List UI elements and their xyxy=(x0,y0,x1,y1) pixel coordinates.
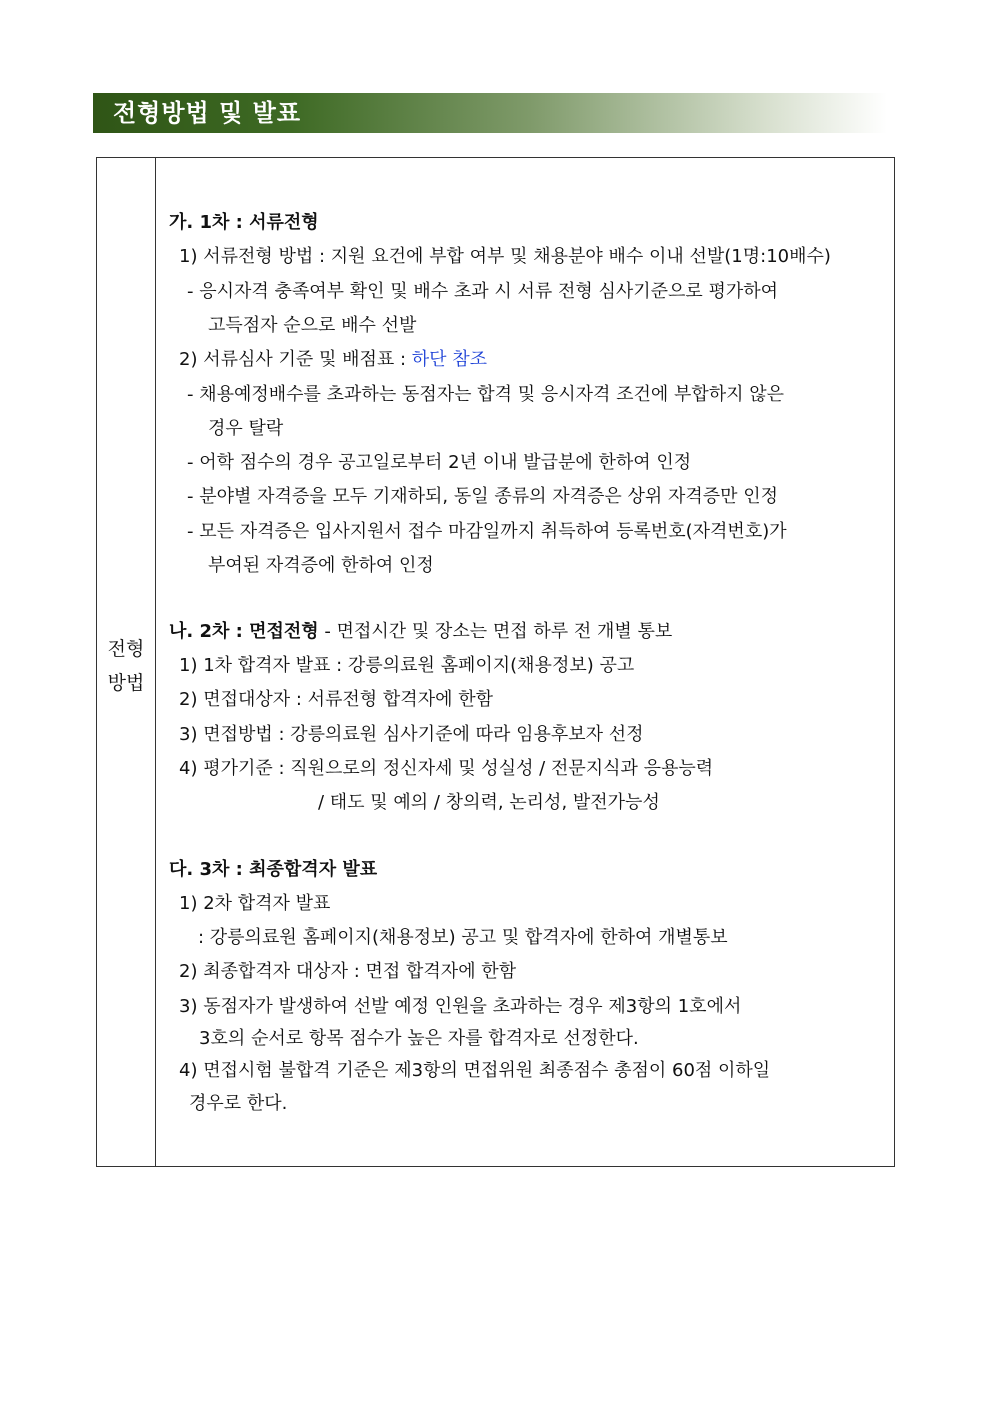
section-title: 전형방법 및 발표 xyxy=(113,99,301,127)
section-ga-item: 2) 서류심사 기준 및 배점표 : 하단 참조 xyxy=(179,349,488,370)
section-ga-item: 경우 탈락 xyxy=(208,418,284,439)
section-na-heading: 나. 2차 : 면접전형 - 면접시간 및 장소는 면접 하루 전 개별 통보 xyxy=(169,621,673,642)
section-ga-heading: 가. 1차 : 서류전형 xyxy=(169,212,319,233)
section-na-item: 4) 평가기준 : 직원으로의 정신자세 및 성실성 / 전문지식과 응용능력 xyxy=(179,758,714,779)
section-da-heading: 다. 3차 : 최종합격자 발표 xyxy=(169,859,378,880)
section-title-banner xyxy=(93,93,887,133)
section-da-item: 3) 동점자가 발생하여 선발 예정 인원을 초과하는 경우 제3항의 1호에서 xyxy=(179,996,742,1017)
section-ga-item: 부여된 자격증에 한하여 인정 xyxy=(208,555,434,576)
section-na-item: / 태도 및 예의 / 창의력, 논리성, 발전가능성 xyxy=(318,792,660,813)
section-na-item: 3) 면접방법 : 강릉의료원 심사기준에 따라 임용후보자 선정 xyxy=(179,724,644,745)
section-da-item: 3호의 순서로 항목 점수가 높은 자를 합격자로 선정한다. xyxy=(199,1028,639,1049)
content-cell xyxy=(156,158,894,1166)
row-label-cell xyxy=(97,158,156,1166)
section-da-item: 1) 2차 합격자 발표 xyxy=(179,893,331,914)
section-ga-item: - 모든 자격증은 입사지원서 접수 마감일까지 취득하여 등록번호(자격번호)가 xyxy=(187,521,787,542)
section-ga-item: - 분야별 자격증을 모두 기재하되, 동일 종류의 자격증은 상위 자격증만 인정 xyxy=(187,486,779,507)
section-da-item: 경우로 한다. xyxy=(189,1093,288,1114)
reference-link: 하단 참조 xyxy=(411,349,488,370)
section-da-item: 4) 면접시험 불합격 기준은 제3항의 면접위원 최종점수 총점이 60점 이하일 xyxy=(179,1060,771,1081)
section-na-item: 2) 면접대상자 : 서류전형 합격자에 한함 xyxy=(179,689,493,710)
section-ga-item: 고득점자 순으로 배수 선발 xyxy=(208,315,417,336)
row-label: 전형 방법 xyxy=(107,638,145,694)
section-ga-item: - 어학 점수의 경우 공고일로부터 2년 이내 발급분에 한하여 인정 xyxy=(187,452,692,473)
section-na-item: 1) 1차 합격자 발표 : 강릉의료원 홈페이지(채용정보) 공고 xyxy=(179,655,635,676)
selection-method-table xyxy=(96,157,895,1167)
section-ga-item: - 채용예정배수를 초과하는 동점자는 합격 및 응시자격 조건에 부합하지 않은 xyxy=(187,384,785,405)
section-da-item: 2) 최종합격자 대상자 : 면접 합격자에 한함 xyxy=(179,961,517,982)
section-da-item: : 강릉의료원 홈페이지(채용정보) 공고 및 합격자에 한하여 개별통보 xyxy=(198,927,728,948)
section-ga-item: - 응시자격 충족여부 확인 및 배수 초과 시 서류 전형 심사기준으로 평가하여 xyxy=(187,281,779,302)
section-ga-item: 1) 서류전형 방법 : 지원 요건에 부합 여부 및 채용분야 배수 이내 선발(1명:10배수) xyxy=(179,246,831,267)
